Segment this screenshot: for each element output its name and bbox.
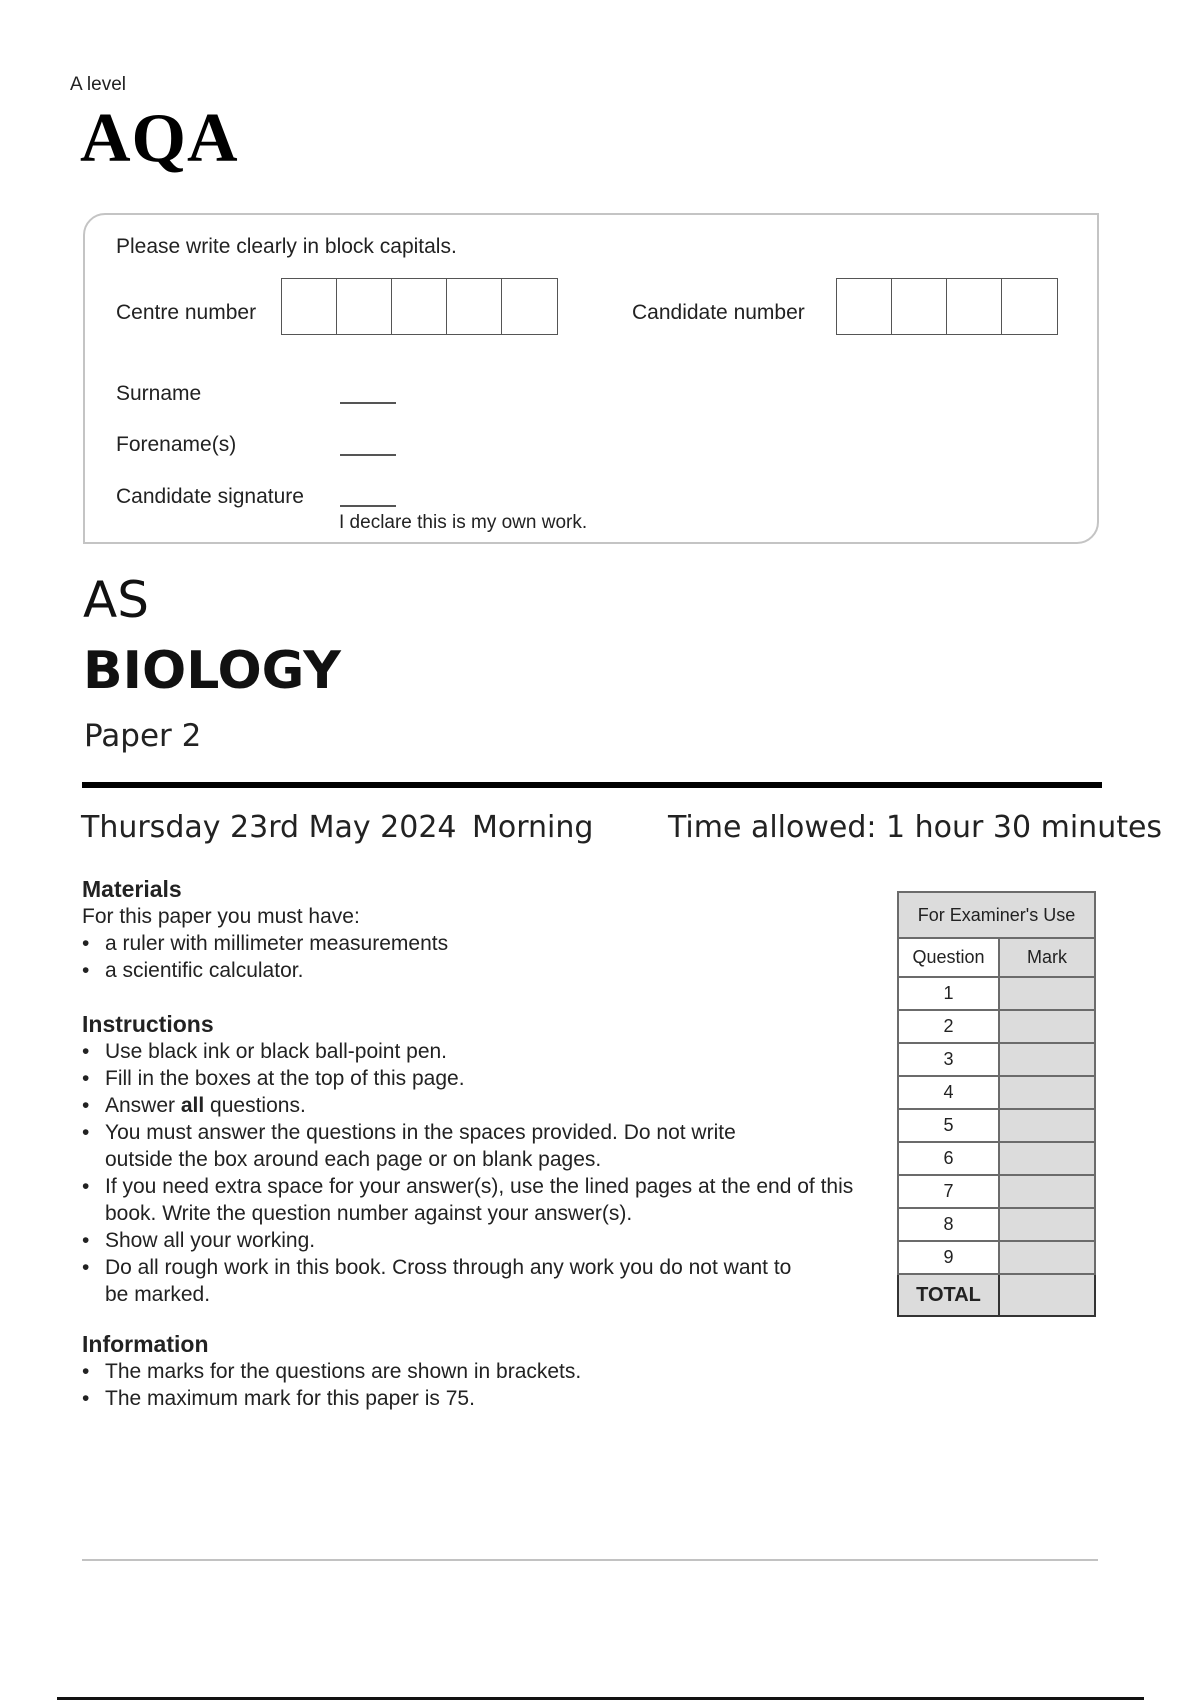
question-number: 7 [898, 1175, 999, 1208]
aqa-logo: AQA [80, 100, 239, 177]
centre-number-digit[interactable] [447, 279, 502, 334]
centre-number-digit[interactable] [282, 279, 337, 334]
instruction-item: • Do all rough work in this book. Cross through any work you do not want to be marked. [82, 1254, 862, 1308]
table-row [898, 1043, 1095, 1076]
table-row [898, 977, 1095, 1010]
candidate-number-label: Candidate number [632, 301, 805, 324]
column-header-question: Question [898, 938, 999, 977]
instructions-list [82, 1038, 862, 1308]
materials-list [82, 930, 862, 984]
exam-date: Thursday 23rd May 2024 [81, 810, 457, 845]
question-number: 4 [898, 1076, 999, 1109]
mark-cell [999, 1175, 1095, 1208]
instruction-item: • Fill in the boxes at the top of this page. [82, 1065, 862, 1092]
mark-cell [999, 1142, 1095, 1175]
information-item: • The maximum mark for this paper is 75. [82, 1385, 862, 1412]
qualification-title: AS [83, 571, 149, 629]
centre-number-label: Centre number [116, 301, 257, 324]
signature-label: Candidate signature [116, 485, 304, 508]
information-heading: Information [82, 1331, 209, 1357]
centre-number-digit[interactable] [502, 279, 557, 334]
materials-item: • a scientific calculator. [82, 957, 862, 984]
instruction-item: • If you need extra space for your answer(s), use the lined pages at the end of this book. Write the question number against your answer(s). [82, 1173, 862, 1227]
mark-cell [999, 1043, 1095, 1076]
table-row [898, 1241, 1095, 1274]
materials-heading: Materials [82, 876, 182, 902]
candidate-number-digit[interactable] [892, 279, 947, 334]
mark-cell [999, 977, 1095, 1010]
time-allowed: Time allowed: 1 hour 30 minutes [668, 810, 1163, 845]
instruction-item: • You must answer the questions in the spaces provided. Do not write outside the box around each page or on blank pages. [82, 1119, 862, 1173]
information-section [82, 1331, 862, 1412]
paper-number: Paper 2 [84, 718, 202, 754]
surname-label: Surname [116, 382, 202, 405]
total-mark-cell [999, 1274, 1095, 1316]
instruction-item: • Use black ink or black ball-point pen. [82, 1038, 862, 1065]
table-row [898, 1142, 1095, 1175]
candidate-number-digit[interactable] [837, 279, 892, 334]
mark-cell [999, 1109, 1095, 1142]
information-list [82, 1358, 862, 1412]
signature-field[interactable] [340, 505, 396, 507]
total-row [898, 1274, 1095, 1316]
divider-grey [82, 1559, 1098, 1561]
table-row [898, 1208, 1095, 1241]
qualification-level: A level [70, 74, 126, 95]
question-number: 6 [898, 1142, 999, 1175]
candidate-number-boxes[interactable] [836, 278, 1058, 335]
table-row [898, 1109, 1095, 1142]
centre-number-digit[interactable] [337, 279, 392, 334]
mark-cell [999, 1010, 1095, 1043]
question-number: 5 [898, 1109, 999, 1142]
block-capitals-instruction: Please write clearly in block capitals. [116, 235, 457, 258]
subject-title: BIOLOGY [83, 641, 341, 701]
question-number: 1 [898, 977, 999, 1010]
materials-intro: For this paper you must have: [82, 905, 360, 928]
exam-session: Morning [472, 810, 594, 845]
question-number: 3 [898, 1043, 999, 1076]
forenames-field[interactable] [340, 454, 396, 456]
table-row [898, 1175, 1095, 1208]
mark-cell [999, 1208, 1095, 1241]
information-item: • The marks for the questions are shown in brackets. [82, 1358, 862, 1385]
centre-number-digit[interactable] [392, 279, 447, 334]
instruction-item: • Show all your working. [82, 1227, 862, 1254]
surname-field[interactable] [340, 402, 396, 404]
centre-number-boxes[interactable] [281, 278, 558, 335]
table-row [898, 1076, 1095, 1109]
instructions-heading: Instructions [82, 1011, 214, 1037]
examiner-table-title: For Examiner's Use [898, 892, 1095, 938]
question-number: 2 [898, 1010, 999, 1043]
question-number: 8 [898, 1208, 999, 1241]
examiner-use-table [897, 891, 1096, 1317]
question-number: 9 [898, 1241, 999, 1274]
declaration-text: I declare this is my own work. [339, 512, 588, 533]
table-row [898, 1010, 1095, 1043]
instructions-section [82, 1011, 862, 1308]
divider-thick [82, 782, 1102, 788]
mark-cell [999, 1076, 1095, 1109]
column-header-mark: Mark [999, 938, 1095, 977]
forenames-label: Forename(s) [116, 433, 237, 456]
materials-section [82, 876, 862, 984]
materials-item: • a ruler with millimeter measurements [82, 930, 862, 957]
emphasis-all: all [180, 1094, 205, 1117]
mark-cell [999, 1241, 1095, 1274]
candidate-number-digit[interactable] [1002, 279, 1057, 334]
candidate-number-digit[interactable] [947, 279, 1002, 334]
instruction-item-answer-all: • Answer all questions. [82, 1092, 862, 1119]
total-label: TOTAL [898, 1274, 999, 1316]
